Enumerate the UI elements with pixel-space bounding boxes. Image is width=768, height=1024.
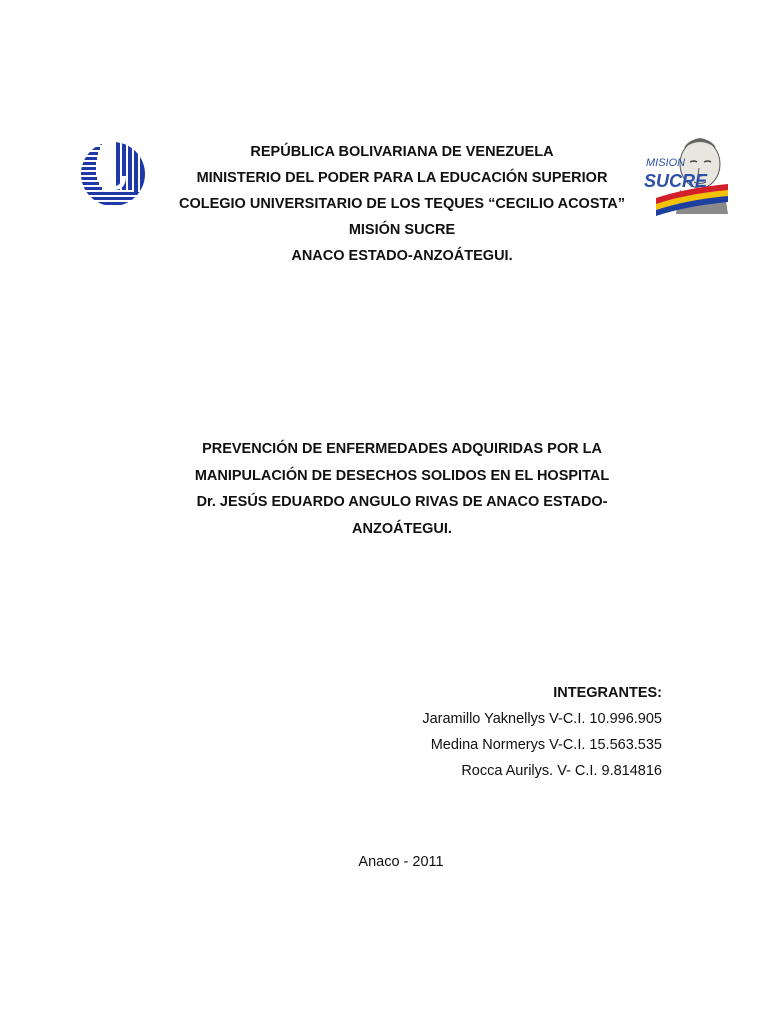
mision-sucre-logo-graphic (642, 134, 730, 216)
mision-sucre-logo-icon (642, 134, 730, 216)
header-line-college: COLEGIO UNIVERSITARIO DE LOS TEQUES “CECILIO ACOSTA” (178, 196, 626, 212)
header-line-country: REPÚBLICA BOLIVARIANA DE VENEZUELA (250, 144, 554, 160)
cuca-logo-icon (80, 140, 148, 208)
cuca-logo-graphic (80, 140, 148, 208)
document-title (150, 436, 654, 542)
member-item: Jaramillo Yaknellys V-C.I. 10.996.905 (422, 711, 662, 727)
title-line-1: PREVENCIÓN DE ENFERMEDADES ADQUIRIDAS POR LA (202, 441, 602, 457)
place-date: Anaco - 2011 (358, 854, 444, 870)
members-block (360, 680, 662, 784)
members-label: INTEGRANTES: (553, 685, 662, 701)
sucre-logo-text: SUCRE (644, 171, 708, 191)
institution-header (150, 139, 654, 269)
title-line-4: ANZOÁTEGUI. (352, 520, 452, 537)
member-item: Medina Normerys V-C.I. 15.563.535 (430, 737, 662, 753)
mision-logo-text: MISION (646, 157, 686, 169)
title-line-3: Dr. JESÚS EDUARDO ANGULO RIVAS DE ANACO ESTADO- (196, 494, 608, 510)
header-line-location: ANACO ESTADO-ANZOÁTEGUI. (291, 248, 513, 264)
header-line-mission: MISIÓN SUCRE (348, 222, 456, 238)
member-item: Rocca Aurilys. V- C.I. 9.814816 (461, 763, 662, 779)
header-line-ministry: MINISTERIO DEL PODER PARA LA EDUCACIÓN SUPERIOR (196, 170, 608, 186)
title-line-2: MANIPULACIÓN DE DESECHOS SOLIDOS EN EL HOSPITAL (194, 467, 610, 484)
